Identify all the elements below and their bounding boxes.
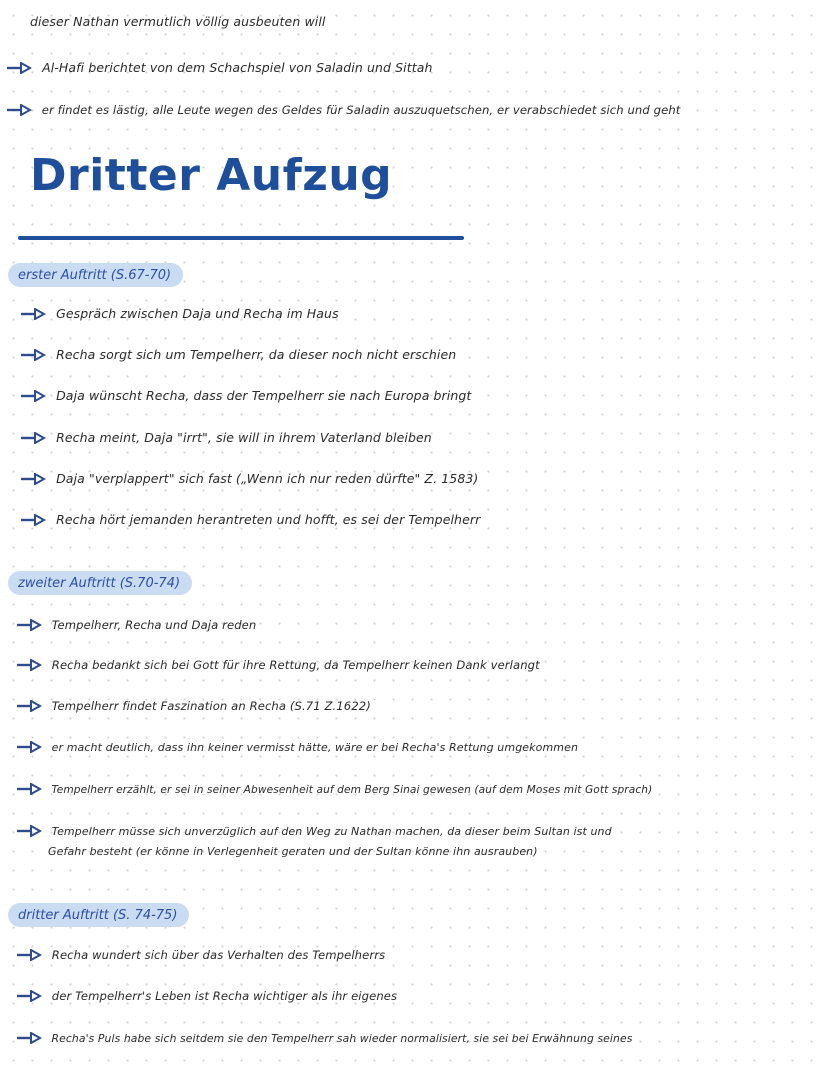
arrow-icon [6, 102, 32, 118]
arrow-icon [20, 471, 46, 487]
list-item-text: Recha sorgt sich um Tempelherr, da dieser noch nicht erschien [56, 347, 457, 362]
arrow-icon [16, 657, 42, 673]
page-title: Dritter Aufzug [30, 150, 393, 201]
note-line [6, 102, 680, 118]
arrow-icon [6, 60, 32, 76]
list-item [16, 947, 385, 963]
list-item-text: Tempelherr erzählt, er sei in seiner Abwesenheit auf dem Berg Sinai gewesen (auf dem Moses mit Gott sprach) [51, 784, 653, 796]
list-item [20, 306, 339, 322]
title-underline [18, 236, 464, 240]
list-item-text: Gefahr besteht (er könne in Verlegenheit geraten und der Sultan könne ihn ausrauben) [48, 845, 538, 858]
list-item [16, 1030, 632, 1046]
list-item [20, 430, 432, 446]
list-item [16, 823, 612, 839]
arrow-icon [20, 388, 46, 404]
list-item [20, 347, 456, 363]
arrow-icon [20, 347, 46, 363]
list-item-text: Gespräch zwischen Daja und Recha im Haus [56, 306, 339, 321]
section-heading: dritter Auftritt (S. 74-75) [8, 903, 189, 927]
arrow-icon [16, 739, 42, 755]
list-item [16, 988, 397, 1004]
list-item [16, 739, 578, 755]
list-item-text: Tempelherr, Recha und Daja reden [51, 618, 257, 632]
list-item-text: Tempelherr müsse sich unverzüglich auf den Weg zu Nathan machen, da dieser beim Sultan ist und [51, 825, 612, 838]
arrow-icon [16, 781, 42, 797]
note-text: dieser Nathan vermutlich völlig ausbeuten will [30, 14, 326, 29]
section-heading: zweiter Auftritt (S.70-74) [8, 571, 192, 595]
list-item [16, 657, 540, 673]
arrow-icon [16, 698, 42, 714]
note-text: Al-Hafi berichtet von dem Schachspiel von Saladin und Sittah [42, 60, 433, 75]
note-text: er findet es lästig, alle Leute wegen des Geldes für Saladin auszuquetschen, er verabschiedet sich und geht [41, 103, 681, 117]
list-item-text: Daja "verplappert" sich fast („Wenn ich nur reden dürfte" Z. 1583) [56, 471, 479, 486]
list-item-text: Recha hört jemanden herantreten und hofft, es sei der Tempelherr [56, 512, 481, 527]
list-item-text: Recha meint, Daja "irrt", sie will in ihrem Vaterland bleiben [56, 430, 432, 445]
list-item-text: Recha wundert sich über das Verhalten des Tempelherrs [51, 948, 386, 962]
list-item-text: der Tempelherr's Leben ist Recha wichtiger als ihr eigenes [51, 989, 398, 1003]
arrow-icon [20, 512, 46, 528]
arrow-icon [16, 617, 42, 633]
list-item [20, 512, 480, 528]
list-item [20, 388, 471, 404]
list-item [16, 698, 371, 714]
list-item [16, 781, 652, 797]
note-line [30, 14, 326, 29]
list-item [20, 471, 478, 487]
arrow-icon [16, 823, 42, 839]
list-item-text: Recha bedankt sich bei Gott für ihre Rettung, da Tempelherr keinen Dank verlangt [51, 658, 540, 672]
note-line [6, 60, 433, 76]
arrow-icon [20, 430, 46, 446]
list-item-text: Recha's Puls habe sich seitdem sie den Tempelherr sah wieder normalisiert, sie sei bei Erwähnung seines [51, 1032, 633, 1045]
list-item-text: er macht deutlich, dass ihn keiner vermisst hätte, wäre er bei Recha's Rettung umgekommen [51, 741, 579, 754]
list-item-text: Tempelherr findet Faszination an Recha (S.71 Z.1622) [51, 699, 371, 713]
arrow-icon [16, 988, 42, 1004]
arrow-icon [16, 947, 42, 963]
list-item [16, 617, 256, 633]
list-item-text: Daja wünscht Recha, dass der Tempelherr sie nach Europa bringt [56, 388, 472, 403]
arrow-icon [16, 1030, 42, 1046]
arrow-icon [20, 306, 46, 322]
section-heading: erster Auftritt (S.67-70) [8, 263, 183, 287]
list-item-continuation [48, 845, 538, 858]
